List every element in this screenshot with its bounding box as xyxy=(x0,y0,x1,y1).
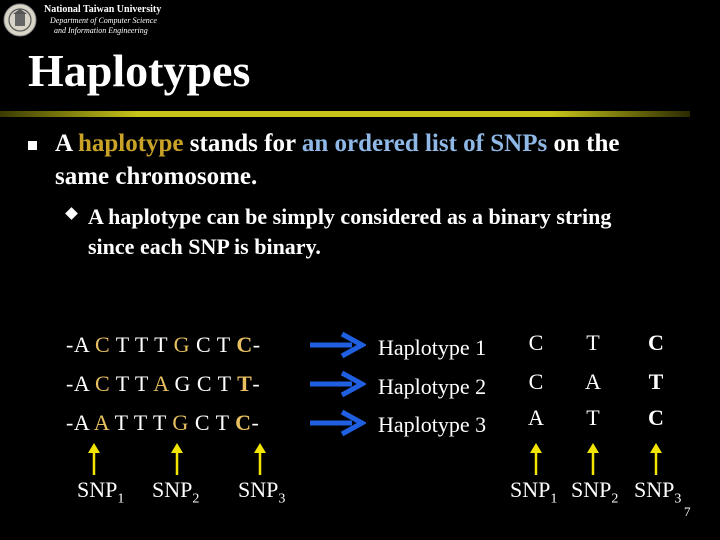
seq-snp2: A xyxy=(153,371,169,396)
up-arrow-icon xyxy=(586,442,600,476)
haplotype-1-label: Haplotype 1 xyxy=(378,335,487,360)
seq-snp3: C xyxy=(235,410,252,435)
snp1-label-left xyxy=(77,477,124,507)
right-arrow-icon xyxy=(308,409,366,437)
sequence-row-2 xyxy=(66,371,260,397)
snp-index: 1 xyxy=(117,491,125,507)
haplotype-2-label: Haplotype 2 xyxy=(378,374,487,399)
up-arrow-icon xyxy=(649,442,663,476)
title-divider xyxy=(0,111,690,117)
snp-base: SNP xyxy=(634,477,675,502)
department-line-1: Department of Computer Science xyxy=(50,16,157,25)
bullet-haplotype-definition xyxy=(55,127,675,193)
seq-snp3: C xyxy=(236,332,253,357)
snp2-label-right xyxy=(571,477,618,507)
snp-base: SNP xyxy=(77,477,118,502)
haplotype-3-label: Haplotype 3 xyxy=(378,412,487,437)
square-bullet-icon xyxy=(28,141,37,150)
snp1-label-right xyxy=(510,477,557,507)
term-ordered-list: an ordered list of SNPs xyxy=(301,130,548,157)
bullet1-post: on the same chromosome. xyxy=(55,130,620,190)
up-arrow-icon xyxy=(253,442,267,476)
seq-snp2: G xyxy=(172,410,189,435)
snp-base: SNP xyxy=(238,477,279,502)
allele-h1-snp3: C xyxy=(648,330,664,355)
snp-index: 2 xyxy=(611,491,619,507)
page-number: 7 xyxy=(684,504,691,519)
allele-h1-snp1: C xyxy=(528,330,544,355)
university-name: National Taiwan University xyxy=(44,4,162,15)
bullet-binary-string: A haplotype can be simply considered as a binary string since each SNP is binary. xyxy=(88,204,612,259)
seq-suffix: - xyxy=(252,371,261,396)
bullet1-mid: stands for xyxy=(183,130,302,157)
allele-h3-snp1: A xyxy=(528,405,544,430)
snp-index: 1 xyxy=(550,491,558,507)
snp-index: 2 xyxy=(192,491,200,507)
department-name xyxy=(50,16,157,36)
seq-prefix: -A xyxy=(66,410,94,435)
seq-prefix: -A xyxy=(66,332,95,357)
snp-index: 3 xyxy=(278,491,286,507)
seq-mid2: G C T xyxy=(168,371,238,396)
allele-h3-snp2: T xyxy=(586,405,600,430)
snp-base: SNP xyxy=(510,477,551,502)
bullet1-pre: A xyxy=(55,130,78,157)
department-line-2: and Information Engineering xyxy=(54,26,148,35)
right-arrow-icon xyxy=(308,331,366,359)
up-arrow-icon xyxy=(170,442,184,476)
sequence-row-1 xyxy=(66,332,261,358)
up-arrow-icon xyxy=(529,442,543,476)
snp3-label-right xyxy=(634,477,681,507)
seq-mid2: C T xyxy=(188,410,236,435)
seq-snp1: C xyxy=(95,371,111,396)
snp-index: 3 xyxy=(674,491,682,507)
university-seal-icon xyxy=(3,3,37,37)
term-haplotype: haplotype xyxy=(77,130,184,157)
snp-base: SNP xyxy=(571,477,612,502)
right-arrow-icon xyxy=(308,370,366,398)
slide-title: Haplotypes xyxy=(28,45,251,96)
seq-prefix: -A xyxy=(66,371,95,396)
seq-suffix: - xyxy=(252,332,261,357)
seq-mid1: T T T xyxy=(108,410,173,435)
up-arrow-icon xyxy=(87,442,101,476)
allele-h2-snp1: C xyxy=(528,369,544,394)
seq-mid1: T T xyxy=(110,371,154,396)
seq-mid1: T T T xyxy=(110,332,174,357)
seq-suffix: - xyxy=(251,410,260,435)
seq-mid2: C T xyxy=(190,332,237,357)
seq-snp3: T xyxy=(237,371,253,396)
seq-snp1: C xyxy=(95,332,111,357)
seq-snp2: G xyxy=(173,332,191,357)
sequence-row-3 xyxy=(66,410,259,436)
allele-h2-snp2: A xyxy=(585,369,601,394)
allele-h1-snp2: T xyxy=(586,330,600,355)
diamond-bullet-icon xyxy=(65,207,78,220)
snp3-label-left xyxy=(238,477,285,507)
snp2-label-left xyxy=(152,477,199,507)
snp-base: SNP xyxy=(152,477,193,502)
allele-h3-snp3: C xyxy=(648,405,664,430)
seq-snp1: A xyxy=(93,410,109,435)
allele-h2-snp3: T xyxy=(648,369,664,394)
